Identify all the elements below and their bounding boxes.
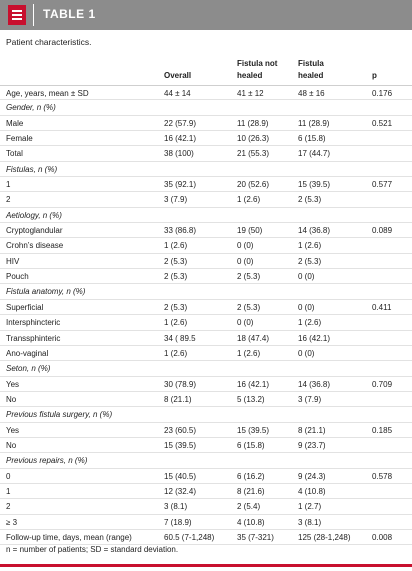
not-healed-cell: 4 (10.8) bbox=[237, 517, 265, 527]
not-healed-cell: 8 (21.6) bbox=[237, 486, 265, 496]
healed-cell: 16 (42.1) bbox=[298, 333, 331, 343]
table-header-bar bbox=[0, 0, 412, 30]
table-row bbox=[0, 116, 412, 131]
col-header-overall: Overall bbox=[164, 71, 192, 80]
overall-cell: 16 (42.1) bbox=[164, 134, 197, 144]
overall-cell: 12 (32.4) bbox=[164, 486, 197, 496]
healed-cell: 125 (28-1,248) bbox=[298, 532, 351, 542]
healed-cell: 1 (2.6) bbox=[298, 318, 322, 328]
healed-cell: 9 (24.3) bbox=[298, 471, 326, 481]
header-divider bbox=[33, 4, 34, 26]
table-footnote: n = number of patients; SD = standard deviation. bbox=[6, 545, 179, 554]
not-healed-cell: 10 (26.3) bbox=[237, 134, 270, 144]
table-row bbox=[0, 315, 412, 330]
col-header-not-healed-line1: Fistula not bbox=[237, 59, 278, 68]
row-label: 1 bbox=[6, 180, 11, 190]
p-value-cell: 0.411 bbox=[372, 302, 392, 312]
overall-cell: 35 (92.1) bbox=[164, 180, 197, 190]
table-body bbox=[0, 85, 412, 545]
table-row bbox=[0, 423, 412, 438]
row-label: No bbox=[6, 440, 17, 450]
row-label: Total bbox=[6, 149, 23, 159]
row-label: Transsphinteric bbox=[6, 333, 61, 343]
not-healed-cell: 6 (16.2) bbox=[237, 471, 265, 481]
row-label: 0 bbox=[6, 471, 11, 481]
p-value-cell: 0.185 bbox=[372, 425, 393, 435]
not-healed-cell: 19 (50) bbox=[237, 226, 263, 236]
healed-cell: 17 (44.7) bbox=[298, 149, 331, 159]
healed-cell: 15 (39.5) bbox=[298, 180, 331, 190]
not-healed-cell: 21 (55.3) bbox=[237, 149, 270, 159]
row-label: Cryptoglandular bbox=[6, 226, 63, 236]
row-label: Seton, n (%) bbox=[6, 364, 51, 374]
table-row bbox=[0, 331, 412, 346]
table-row bbox=[0, 499, 412, 514]
not-healed-cell: 0 (0) bbox=[237, 241, 254, 251]
healed-cell: 4 (10.8) bbox=[298, 486, 326, 496]
table-row bbox=[0, 254, 412, 269]
not-healed-cell: 5 (13.2) bbox=[237, 394, 265, 404]
p-value-cell: 0.008 bbox=[372, 532, 393, 542]
healed-cell: 3 (8.1) bbox=[298, 517, 322, 527]
overall-cell: 23 (60.5) bbox=[164, 425, 197, 435]
overall-cell: 34 ( 89.5 bbox=[164, 333, 196, 343]
p-value-cell: 0.521 bbox=[372, 118, 393, 128]
healed-cell: 11 (28.9) bbox=[298, 118, 330, 128]
row-label: Male bbox=[6, 118, 24, 128]
healed-cell: 1 (2.6) bbox=[298, 241, 322, 251]
row-label: 2 bbox=[6, 195, 11, 205]
row-label: Crohn’s disease bbox=[6, 241, 64, 251]
row-label: Yes bbox=[6, 425, 20, 435]
row-label: 2 bbox=[6, 502, 11, 512]
section-header-row bbox=[0, 100, 412, 115]
table-row bbox=[0, 346, 412, 361]
not-healed-cell: 18 (47.4) bbox=[237, 333, 270, 343]
not-healed-cell: 20 (52.6) bbox=[237, 180, 270, 190]
p-value-cell: 0.089 bbox=[372, 226, 393, 236]
not-healed-cell: 41 ± 12 bbox=[237, 89, 264, 98]
table-row bbox=[0, 530, 412, 545]
row-label: ≥ 3 bbox=[6, 517, 18, 527]
table-row bbox=[0, 377, 412, 392]
table-row bbox=[0, 515, 412, 530]
table-title: TABLE 1 bbox=[43, 7, 96, 21]
overall-cell: 33 (86.8) bbox=[164, 226, 197, 236]
table-row bbox=[0, 484, 412, 499]
section-header-row bbox=[0, 162, 412, 177]
not-healed-cell: 1 (2.6) bbox=[237, 195, 261, 205]
not-healed-cell: 0 (0) bbox=[237, 256, 254, 266]
section-header-row bbox=[0, 361, 412, 376]
healed-cell: 9 (23.7) bbox=[298, 440, 326, 450]
table-row bbox=[0, 223, 412, 238]
healed-cell: 0 (0) bbox=[298, 302, 315, 312]
row-label: Fistula anatomy, n (%) bbox=[6, 287, 86, 297]
not-healed-cell: 2 (5.4) bbox=[237, 502, 261, 512]
overall-cell: 60.5 (7-1,248) bbox=[164, 532, 215, 542]
not-healed-cell: 11 (28.9) bbox=[237, 118, 269, 128]
healed-cell: 2 (5.3) bbox=[298, 256, 322, 266]
table-row bbox=[0, 85, 412, 100]
healed-cell: 0 (0) bbox=[298, 272, 315, 282]
col-header-not-healed-line2: healed bbox=[237, 71, 263, 80]
table-row bbox=[0, 192, 412, 207]
table-row bbox=[0, 469, 412, 484]
section-header-row bbox=[0, 453, 412, 468]
healed-cell: 48 ± 16 bbox=[298, 89, 325, 98]
not-healed-cell: 1 (2.6) bbox=[237, 348, 261, 358]
not-healed-cell: 35 (7-321) bbox=[237, 532, 274, 542]
row-label: Fistulas, n (%) bbox=[6, 164, 58, 174]
bottom-accent-bar bbox=[0, 564, 412, 567]
not-healed-cell: 15 (39.5) bbox=[237, 425, 270, 435]
row-label: Age, years, mean ± SD bbox=[6, 89, 89, 98]
overall-cell: 15 (40.5) bbox=[164, 471, 197, 481]
col-header-healed-line2: healed bbox=[298, 71, 324, 80]
overall-cell: 22 (57.9) bbox=[164, 118, 197, 128]
row-label: Female bbox=[6, 134, 33, 144]
row-label: Yes bbox=[6, 379, 20, 389]
overall-cell: 3 (7.9) bbox=[164, 195, 188, 205]
table-row bbox=[0, 131, 412, 146]
healed-cell: 2 (5.3) bbox=[298, 195, 322, 205]
p-value-cell: 0.709 bbox=[372, 379, 393, 389]
overall-cell: 7 (18.9) bbox=[164, 517, 192, 527]
not-healed-cell: 2 (5.3) bbox=[237, 302, 261, 312]
overall-cell: 1 (2.6) bbox=[164, 241, 188, 251]
row-label: Previous repairs, n (%) bbox=[6, 456, 88, 466]
p-value-cell: 0.577 bbox=[372, 180, 393, 190]
healed-cell: 14 (36.8) bbox=[298, 226, 331, 236]
col-header-p: p bbox=[372, 71, 377, 80]
healed-cell: 1 (2.7) bbox=[298, 502, 322, 512]
row-label: Pouch bbox=[6, 272, 29, 282]
section-header-row bbox=[0, 208, 412, 223]
overall-cell: 38 (100) bbox=[164, 149, 194, 159]
section-header-row bbox=[0, 407, 412, 422]
overall-cell: 44 ± 14 bbox=[164, 89, 191, 98]
table-caption: Patient characteristics. bbox=[6, 37, 92, 47]
table-row bbox=[0, 269, 412, 284]
healed-cell: 8 (21.1) bbox=[298, 425, 326, 435]
row-label: Intersphincteric bbox=[6, 318, 61, 328]
row-label: Aetiology, n (%) bbox=[6, 210, 62, 220]
overall-cell: 30 (78.9) bbox=[164, 379, 197, 389]
healed-cell: 14 (36.8) bbox=[298, 379, 331, 389]
row-label: Ano-vaginal bbox=[6, 348, 49, 358]
table-row bbox=[0, 238, 412, 253]
row-label: Previous fistula surgery, n (%) bbox=[6, 410, 113, 420]
row-label: Follow-up time, days, mean (range) bbox=[6, 532, 132, 542]
table-row bbox=[0, 300, 412, 315]
row-label: HIV bbox=[6, 256, 20, 266]
table-row bbox=[0, 177, 412, 192]
table-icon bbox=[8, 5, 26, 25]
col-header-healed-line1: Fistula bbox=[298, 59, 324, 68]
not-healed-cell: 0 (0) bbox=[237, 318, 254, 328]
overall-cell: 1 (2.6) bbox=[164, 348, 188, 358]
p-value-cell: 0.578 bbox=[372, 471, 393, 481]
overall-cell: 2 (5.3) bbox=[164, 272, 188, 282]
overall-cell: 1 (2.6) bbox=[164, 318, 188, 328]
table-row bbox=[0, 438, 412, 453]
not-healed-cell: 16 (42.1) bbox=[237, 379, 270, 389]
row-label: No bbox=[6, 394, 17, 404]
row-label: Gender, n (%) bbox=[6, 103, 56, 113]
row-label: Superficial bbox=[6, 302, 44, 312]
overall-cell: 2 (5.3) bbox=[164, 302, 188, 312]
overall-cell: 15 (39.5) bbox=[164, 440, 197, 450]
row-label: 1 bbox=[6, 486, 11, 496]
overall-cell: 2 (5.3) bbox=[164, 256, 188, 266]
table-row bbox=[0, 146, 412, 161]
healed-cell: 0 (0) bbox=[298, 348, 315, 358]
not-healed-cell: 6 (15.8) bbox=[237, 440, 265, 450]
section-header-row bbox=[0, 284, 412, 299]
not-healed-cell: 2 (5.3) bbox=[237, 272, 261, 282]
overall-cell: 3 (8.1) bbox=[164, 502, 188, 512]
overall-cell: 8 (21.1) bbox=[164, 394, 192, 404]
table-row bbox=[0, 392, 412, 407]
p-value-cell: 0.176 bbox=[372, 89, 393, 98]
healed-cell: 3 (7.9) bbox=[298, 394, 322, 404]
healed-cell: 6 (15.8) bbox=[298, 134, 326, 144]
